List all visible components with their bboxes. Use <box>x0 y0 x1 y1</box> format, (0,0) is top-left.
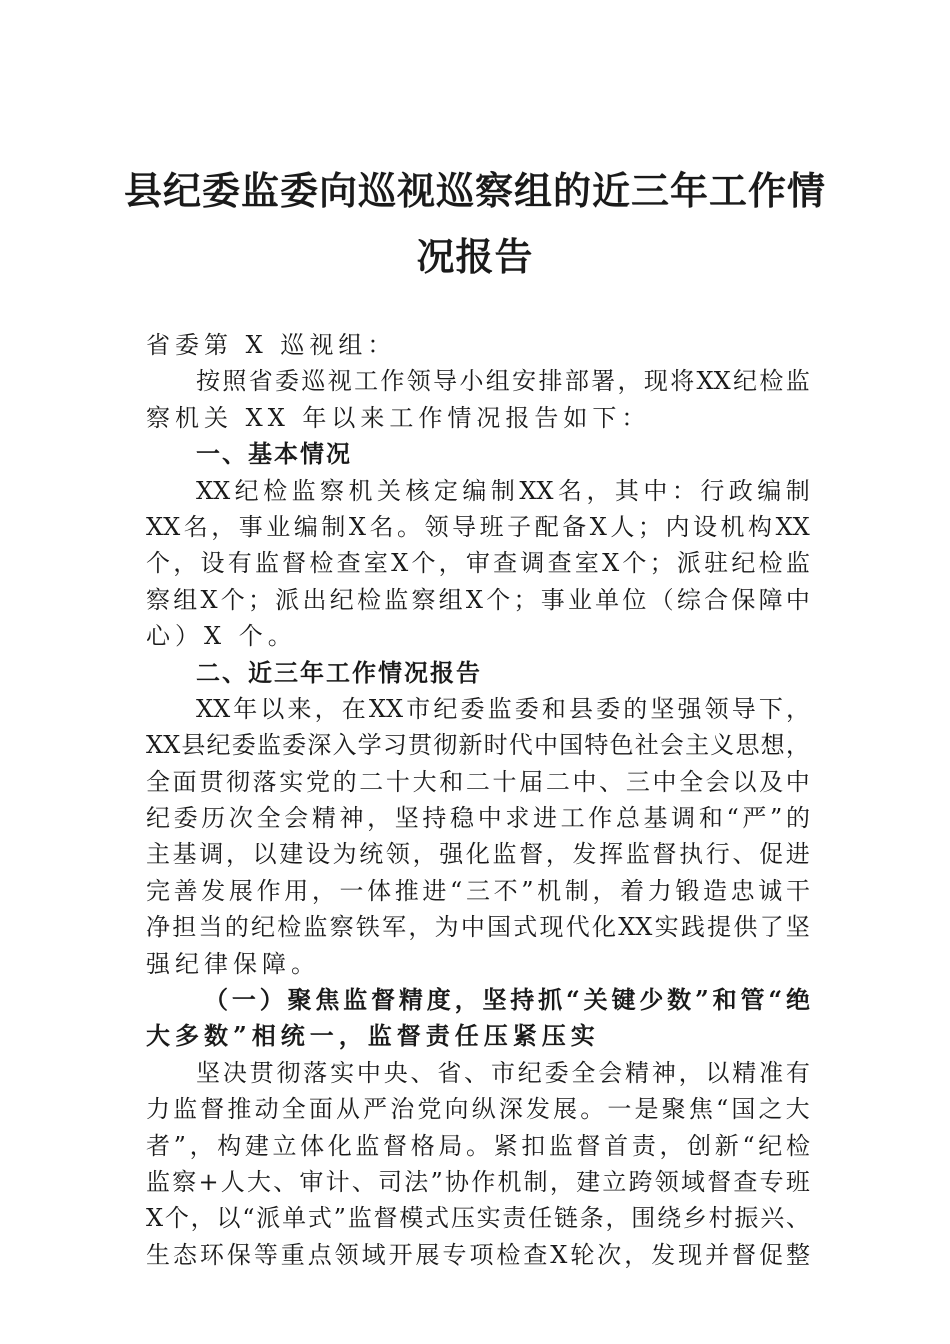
body-line: XX 年 以 来 ， 在 XX 市 纪 委 监 委 和 县 委 的 坚 强 领 导 下 ， <box>196 694 810 723</box>
body-line: 省委第 X 巡视组： <box>146 331 397 359</box>
body-line: 力 监 督 推 动 全 面 从 严 治 党 向 纵 深 发 展 。 一 是 聚 焦 “ 国 之 大 <box>146 1095 810 1124</box>
body-line: 净 担 当 的 纪 检 监 察 铁 军 ， 为 中 国 式 现 代 化 XX 实 践 提 供 了 坚 <box>146 913 810 942</box>
body-line: 一、基本情况 <box>196 440 352 469</box>
body-line: 大多数”相统一，监督责任压紧压实 <box>146 1021 600 1051</box>
body-line: 完 善 发 展 作 用 ， 一 体 推 进 “ 三 不 ” 机 制 ， 着 力 锻 造 忠 诚 干 <box>146 876 810 905</box>
body-line: （ 一 ） 聚 焦 监 督 精 度 ， 坚 持 抓 “ 关 键 少 数 ” 和 管 “ 绝 <box>204 985 810 1015</box>
body-line: 监 察 + 人 大 、 审 计 、 司 法 ” 协 作 机 制 ， 建 立 跨 领 域 督 查 专 班 <box>146 1167 810 1196</box>
body-line: 按 照 省 委 巡 视 工 作 领 导 小 组 安 排 部 署 ， 现 将 XX 纪 检 监 <box>196 367 810 396</box>
body-line: XX 名 ， 事 业 编 制 X 名 。 领 导 班 子 配 备 X 人 ； 内 设 机 构 XX <box>146 512 810 541</box>
body-line: 纪 委 历 次 全 会 精 神 ， 坚 持 稳 中 求 进 工 作 总 基 调 和 “ 严 ” 的 <box>146 804 810 833</box>
body-line: 察 组 X 个 ； 派 出 纪 检 监 察 组 X 个 ； 事 业 单 位 （ 综 合 保 障 中 <box>146 585 810 614</box>
body-line: XX 纪 检 监 察 机 关 核 定 编 制 XX 名 ， 其 中 ： 行 政 编 制 <box>196 476 810 505</box>
body-line: 全 面 贯 彻 落 实 党 的 二 十 大 和 二 十 届 二 中 、 三 中 全 会 以 及 中 <box>146 767 810 796</box>
body-line: XX 县 纪 委 监 委 深 入 学 习 贯 彻 新 时 代 中 国 特 色 社 会 主 义 思 想 ， <box>146 731 810 760</box>
body-line: 生 态 环 保 等 重 点 领 域 开 展 专 项 检 查 X 轮 次 ， 发 现 并 督 促 整 <box>146 1240 810 1269</box>
body-line: 坚 决 贯 彻 落 实 中 央 、 省 、 市 纪 委 全 会 精 神 ， 以 精 准 有 <box>196 1058 810 1087</box>
body-line: 者 ” ， 构 建 立 体 化 监 督 格 局 。 紧 扣 监 督 首 责 ， 创 新 “ 纪 检 <box>146 1131 810 1160</box>
document-body <box>146 327 810 1273</box>
body-line: 强纪律保障。 <box>146 949 320 978</box>
document-title-line-1: 县纪委监委向巡视巡察组的近三年工作情 <box>123 168 826 213</box>
body-line: 主 基 调 ， 以 建 设 为 统 领 ， 强 化 监 督 ， 发 挥 监 督 执 行 、 促 进 <box>146 840 810 869</box>
body-line: 二、近三年工作情况报告 <box>196 658 482 687</box>
document-title-line-2: 况报告 <box>416 234 534 279</box>
body-line: 心）X 个。 <box>146 622 297 651</box>
body-line: X 个 ， 以 “ 派 单 式 ” 监 督 模 式 压 实 责 任 链 条 ， 围 绕 乡 村 振 兴 、 <box>146 1204 810 1233</box>
body-line: 察机关 XX 年以来工作情况报告如下： <box>146 403 651 432</box>
body-line: 个 ， 设 有 监 督 检 查 室 X 个 ， 审 查 调 查 室 X 个 ； 派 驻 纪 检 监 <box>146 549 810 578</box>
